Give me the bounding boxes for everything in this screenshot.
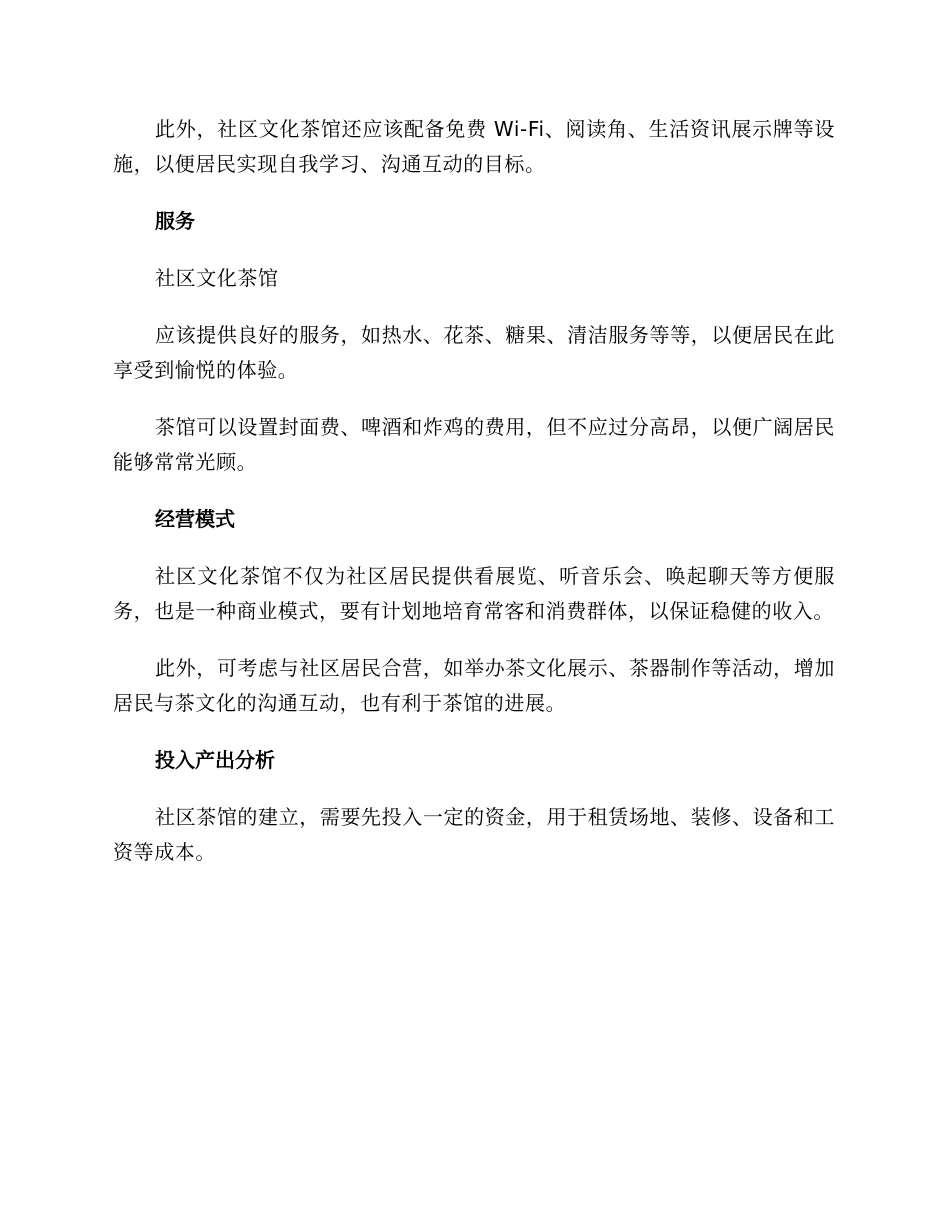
paragraph-business-model: 社区文化茶馆不仅为社区居民提供看展览、听音乐会、唤起聊天等方便服务，也是一种商业模式，要有计划地培育常客和消费群体，以保证稳健的收入。 [113, 564, 835, 623]
heading-input-output: 投入产出分析 [155, 748, 275, 772]
document-body [113, 112, 835, 870]
heading-service: 服务 [155, 209, 195, 233]
paragraph-service-details: 应该提供良好的服务，如热水、花茶、糖果、清洁服务等等，以便居民在此享受到愉悦的体验。 [113, 323, 835, 382]
paragraph-investment: 社区茶馆的建立，需要先投入一定的资金，用于租赁场地、装修、设备和工资等成本。 [113, 805, 835, 864]
paragraph-joint-operation: 此外，可考虑与社区居民合营，如举办茶文化展示、茶器制作等活动，增加居民与茶文化的沟通互动，也有利于茶馆的进展。 [113, 656, 835, 715]
heading-business-model: 经营模式 [155, 507, 235, 531]
paragraph-fees: 茶馆可以设置封面费、啤酒和炸鸡的费用，但不应过分高昂，以便广阔居民能够常常光顾。 [113, 415, 835, 474]
paragraph-facilities: 此外，社区文化茶馆还应该配备免费 Wi-Fi、阅读角、生活资讯展示牌等设施，以便居民实现自我学习、沟通互动的目标。 [113, 117, 835, 176]
paragraph-service-intro: 社区文化茶馆 [155, 266, 279, 290]
